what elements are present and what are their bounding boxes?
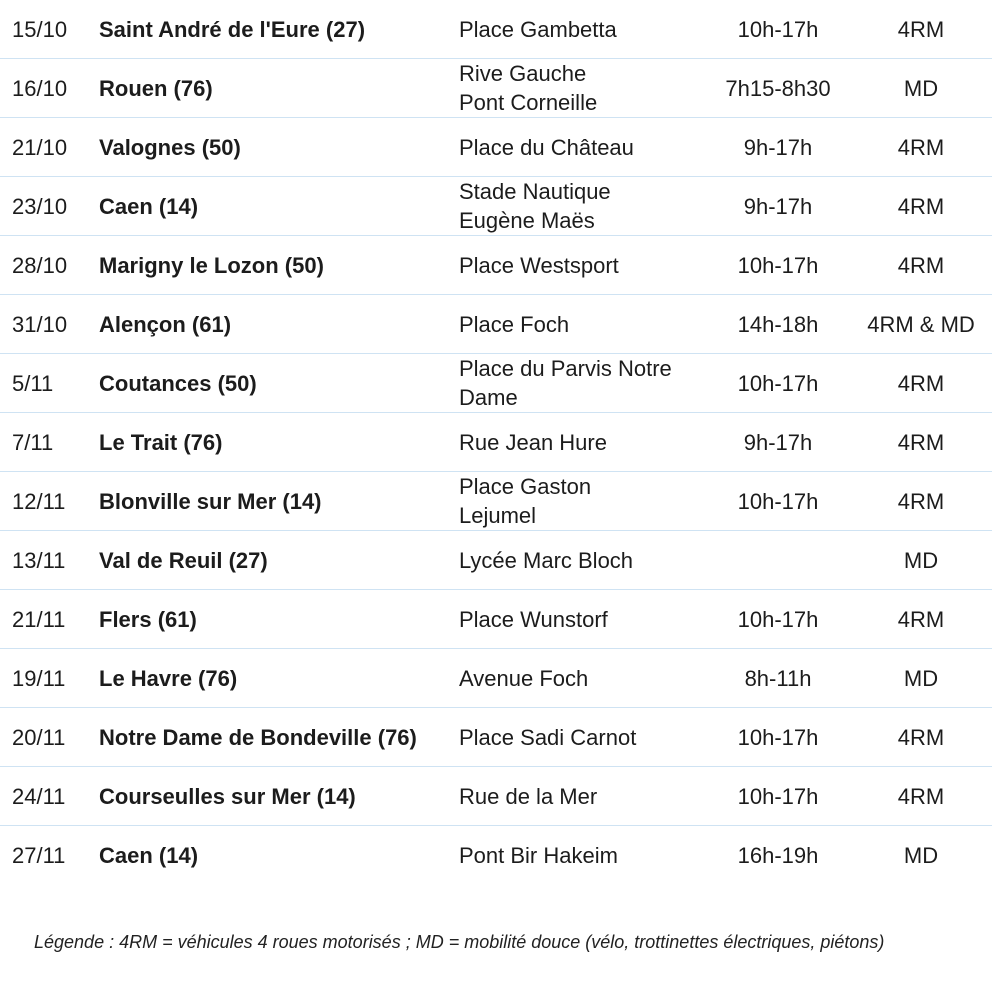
table-row [0,590,992,649]
city-cell: Val de Reuil (27) [99,547,268,573]
type-cell: MD [903,547,939,573]
place-cell: Lycée Marc Bloch [459,547,634,573]
city-cell: Coutances (50) [99,370,257,396]
type-cell: MD [903,665,939,691]
hours-cell: 10h-17h [737,724,819,750]
city-cell: Alençon (61) [99,311,232,337]
hours-cell: 7h15-8h30 [725,75,831,101]
type-cell: 4RM [897,370,945,396]
table-row [0,767,992,826]
table-row [0,413,992,472]
city-cell: Le Trait (76) [99,429,223,455]
type-cell: 4RM [897,252,945,278]
city-cell: Caen (14) [99,843,199,868]
city-cell: Flers (61) [99,606,197,632]
hours-cell: 9h-17h [743,193,813,219]
place-cell: Place Gambetta [459,16,617,42]
date-cell: 23/10 [12,193,68,219]
type-cell: 4RM [897,488,945,514]
hours-cell: 14h-18h [737,311,819,337]
table-row [0,177,992,236]
place-cell: Place Gaston Lejumel [459,474,592,528]
table-row [0,59,992,118]
hours-cell: 10h-17h [737,488,819,514]
place-cell: Stade Nautique Eugène Maës [459,179,611,233]
legend-note: Légende : 4RM = véhicules 4 roues motorisés ; MD = mobilité douce (vélo, trottinettes électriques, piétons) [34,932,885,952]
place-cell: Place Sadi Carnot [459,724,637,750]
date-cell: 21/10 [12,134,68,160]
hours-cell: 10h-17h [737,606,819,632]
place-cell: Place Wunstorf [459,606,608,632]
hours-cell: 10h-17h [737,252,819,278]
table-row [0,118,992,177]
hours-cell: 10h-17h [737,16,819,42]
date-cell: 21/11 [12,606,66,632]
hours-cell: 10h-17h [737,783,819,809]
date-cell: 20/11 [12,724,66,750]
hours-cell: 8h-11h [744,665,812,691]
place-cell: Avenue Foch [459,665,589,691]
table-row [0,649,992,708]
hours-cell: 9h-17h [743,134,813,160]
table-row [0,826,992,885]
date-cell: 12/11 [12,488,66,514]
city-cell: Caen (14) [99,193,199,219]
type-cell: 4RM [897,724,945,750]
table-row [0,236,992,295]
hours-cell: 9h-17h [743,429,813,455]
type-cell: 4RM [897,783,945,809]
place-cell: Place Westsport [459,252,619,278]
type-cell: 4RM [897,16,945,42]
table-row [0,295,992,354]
date-cell: 7/11 [12,429,54,455]
city-cell: Le Havre (76) [99,665,238,691]
place-cell: Place du Parvis Notre Dame [459,356,672,410]
table-row [0,354,992,413]
city-cell: Rouen (76) [99,75,213,101]
date-cell: 16/10 [12,75,68,101]
hours-cell: 10h-17h [737,370,819,396]
table-row [0,708,992,767]
type-cell: 4RM [897,134,945,160]
date-cell: 13/11 [12,547,66,573]
place-cell: Pont Bir Hakeim [459,843,618,868]
type-cell: 4RM [897,429,945,455]
place-cell: Rue de la Mer [459,783,598,809]
city-cell: Notre Dame de Bondeville (76) [99,724,417,750]
type-cell: 4RM [897,606,945,632]
date-cell: 24/11 [12,783,66,809]
table-row [0,531,992,590]
hours-cell: 16h-19h [737,843,819,868]
date-cell: 28/10 [12,252,68,278]
city-cell: Marigny le Lozon (50) [99,252,324,278]
city-cell: Blonville sur Mer (14) [99,488,322,514]
date-cell: 19/11 [12,665,66,691]
date-cell: 5/11 [12,370,54,396]
table-row [0,472,992,531]
date-cell: 31/10 [12,311,68,337]
place-cell: Rue Jean Hure [459,429,607,455]
date-cell: 27/11 [12,843,66,868]
city-cell: Valognes (50) [99,134,241,160]
type-cell: 4RM [897,193,945,219]
place-cell: Place Foch [459,311,570,337]
city-cell: Saint André de l'Eure (27) [99,16,366,42]
place-cell: Place du Château [459,134,634,160]
table-row [0,0,992,59]
type-cell: 4RM & MD [867,311,975,337]
city-cell: Courseulles sur Mer (14) [99,783,356,809]
hours-cell [708,531,848,589]
type-cell: MD [903,843,939,868]
date-cell: 15/10 [12,16,68,42]
type-cell: MD [903,75,939,101]
place-cell: Rive Gauche Pont Corneille [459,61,598,115]
